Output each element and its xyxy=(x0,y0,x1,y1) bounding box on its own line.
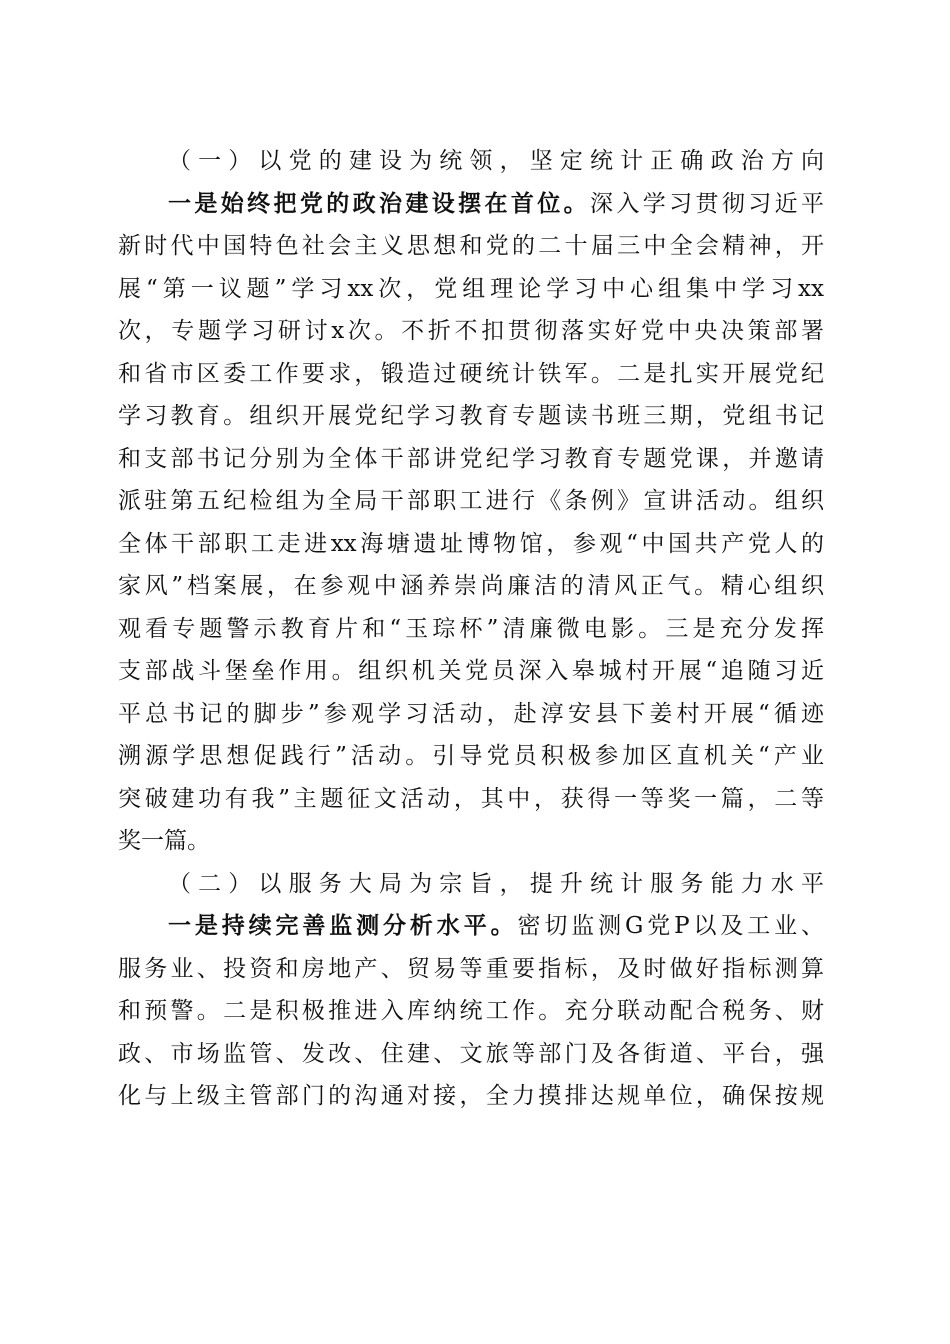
section-1-line-9: 全体干部职工走进xx海塘遗址博物馆，参观“中国共产党人的 xyxy=(118,530,824,557)
section-2-heading-text: （二）以服务大局为宗旨，提升统计服务能力水平 xyxy=(168,870,824,897)
section-1-line-1 xyxy=(118,186,824,229)
section-1-heading xyxy=(118,143,824,186)
section-1-line-6: 学习教育。组织开展党纪学习教育专题读书班三期，党组书记 xyxy=(118,403,824,429)
section-1-line-3: 展“第一议题”学习xx次，党组理论学习中心组集中学习xx xyxy=(118,275,824,302)
paragraph-lead: 一是始终把党的政治建设摆在首位。 xyxy=(168,189,590,217)
section-1-line-13: 平总书记的脚步”参观学习活动，赴淳安县下姜村开展“循迹 xyxy=(118,700,824,727)
section-2-line-5: 化与上级主管部门的沟通对接，全力摸排达规单位，确保按规 xyxy=(118,1083,824,1109)
section-2-line-1 xyxy=(118,908,824,951)
section-1-line-14: 溯源学思想促践行”活动。引导党员积极参加区直机关“产业 xyxy=(118,743,824,769)
section-1-line-2: 新时代中国特色社会主义思想和党的二十届三中全会精神，开 xyxy=(118,233,824,259)
section-1-line-11: 观看专题警示教育片和“玉琮杯”清廉微电影。三是充分发挥 xyxy=(118,615,824,642)
section-2-heading xyxy=(118,866,824,909)
paragraph-lead: 一是持续完善监测分析水平。 xyxy=(168,912,518,939)
section-1-line-8: 派驻第五纪检组为全局干部职工进行《条例》宣讲活动。组织 xyxy=(118,488,824,514)
section-2-line-2: 服务业、投资和房地产、贸易等重要指标，及时做好指标测算 xyxy=(118,955,824,982)
paragraph-text: 密切监测G党P以及工业、 xyxy=(517,913,824,939)
section-1-line-4: 次，专题学习研讨x次。不折不扣贯彻落实好党中央决策部署 xyxy=(118,318,824,344)
document-page xyxy=(118,143,824,1121)
section-2-line-4: 政、市场监管、发改、住建、文旅等部门及各街道、平台，强 xyxy=(118,1040,824,1067)
paragraph-text: 深入学习贯彻习近平 xyxy=(590,190,824,217)
section-1-line-16: 奖一篇。 xyxy=(118,828,210,854)
section-1-line-10: 家风”档案展，在参观中涵养崇尚廉洁的清风正气。精心组织 xyxy=(118,573,824,599)
section-1-line-7: 和支部书记分别为全体干部讲党纪学习教育专题党课，并邀请 xyxy=(118,445,824,472)
section-2-line-3: 和预警。二是积极推进入库纳统工作。充分联动配合税务、财 xyxy=(118,998,824,1024)
section-1-line-15: 突破建功有我”主题征文活动，其中，获得一等奖一篇，二等 xyxy=(118,785,824,812)
section-1-heading-text: （一）以党的建设为统领，坚定统计正确政治方向 xyxy=(168,148,824,174)
section-1-line-5: 和省市区委工作要求，锻造过硬统计铁军。二是扎实开展党纪 xyxy=(118,360,824,387)
section-1-line-12: 支部战斗堡垒作用。组织机关党员深入皋城村开展“追随习近 xyxy=(118,658,824,684)
